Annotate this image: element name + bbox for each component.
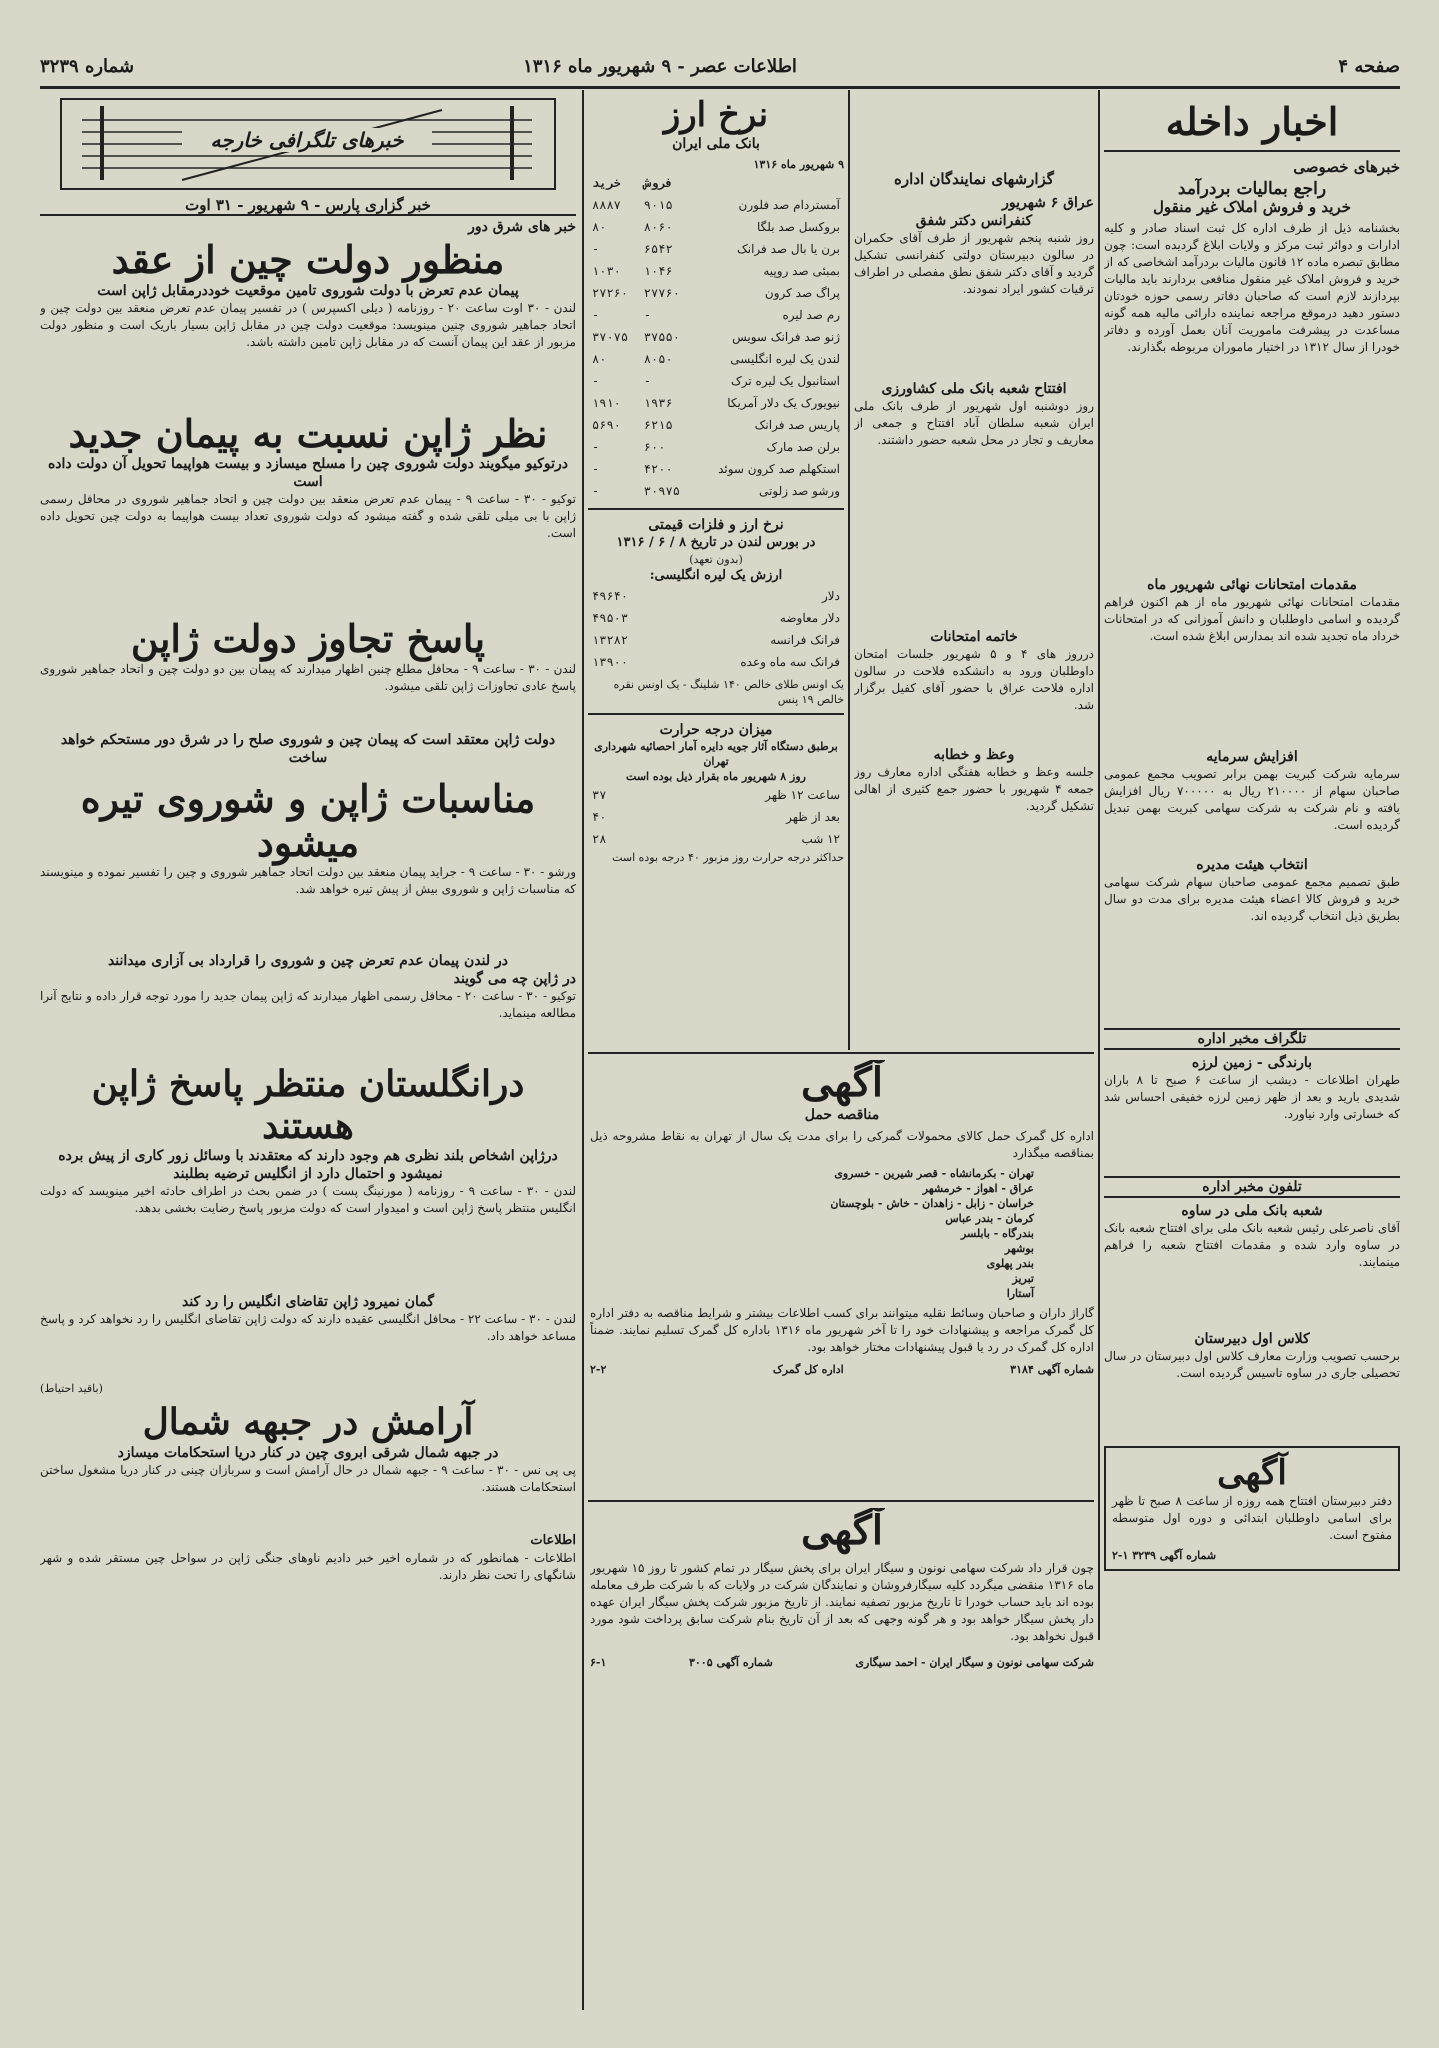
temperature-row: ساعت ۱۲ ظهر ۳۷ [592,788,840,803]
school-article: برحسب تصویب وزارت معارف کلاس اول دبیرستان در سال تحصیلی جاری در ساوه تاسیس گردیده است. [1104,1348,1400,1380]
rate-row: لندن یک لیره انگلیسی ۸۰۵۰ ۸۰ [592,352,840,367]
rate-row: پاریس صد فرانک ۶۲۱۵ ۵۶۹۰ [592,418,840,433]
rate-row: استانبول یک لیره ترک - - [592,374,840,389]
customs-ad-tag: ۲-۲ [590,1363,607,1376]
section-title: اخبار داخله [1165,99,1339,144]
rate-row: رم صد لیره - - [592,308,840,323]
pound-title: ارزش یک لیره انگلیسی: [649,568,783,584]
relations-article-2: توکیو - ۳۰ - ساعت ۲۰ - محافل رسمی اظهار میدارند که ژاپن پیمان جدید را مورد توجه قرار داده و نتایج آنرا مطالعه مینماید. [40,989,576,1021]
column-rule-2 [848,90,850,1050]
school-ad-text: دفتر دبیرستان افتتاح همه روزه از ساعت ۸ صبح تا ظهر برای اسامی داوطلبان ابتدائی و دوره اول متوسطه مفتوح است. [1112,1493,1392,1542]
customs-ad-intro: اداره کل گمرک حمل کالای محمولات گمرکی را برای مدت یک سال از تهران به نقاط مشروحه ذیل بمناقصه میگذارد [590,1129,1094,1160]
reports-column [854,170,1094,970]
masthead-rule [40,86,1400,89]
japan-view-sub: درتوکیو میگویند دولت شوروی چین را مسلح میسازد و بیست هواپیما تحویل آن دولت داده است [47,456,569,491]
foreign-dateline: خبر گزاری پارس - ۹ شهریور - ۳۱ اوت [40,196,576,216]
headline-england: درانگلستان منتظر پاسخ ژاپن هستند [91,1063,525,1147]
special-news-label: خبرهای خصوصی [1293,157,1400,176]
headline-north-front: آرامش در جبهه شمال [142,1401,474,1444]
tobacco-ad-title: آگهی [801,1508,883,1554]
reports-title: گزارشهای نمایندگان اداره [894,170,1054,188]
tobacco-ad-top-rule [588,1500,1094,1502]
sell-header: فروش [643,176,673,191]
headline-relations: مناسبات ژاپن و شوروی تیره میشود [80,776,536,865]
headline-japan-view: نظر ژاپن نسبت به پیمان جدید [68,410,548,456]
rate-row: آمستردام صد فلورن ۹۰۱۵ ۸۸۸۷ [592,198,840,213]
masthead [40,52,1400,84]
customs-ad-signature: اداره کل گمرک [772,1363,844,1376]
tax-headline: راجع بمالیات بردرآمد [1177,178,1327,199]
england-sub: درژاپن اشخاص بلند نظری هم وجود دارند که معتقدند با وسائل زور کاری از پیش برده نمیشود و احتمال دارد از انگلیس ترضیه بطلبند [58,1148,558,1183]
metal-row: دلار معاوضه ۴۹۵۰۳ [592,611,840,626]
route-item: تبریز [1012,1272,1034,1285]
england-sub-2: گمان نمیرود ژاپن تقاضای انگلیس را رد کند [181,1294,435,1311]
school-title: کلاس اول دبیرستان [1194,1330,1310,1347]
exam-end-title: خاتمه امتحانات [930,629,1018,645]
route-item: عراق - اهواز - خرمشهر [922,1182,1034,1195]
capital-title: افزایش سرمایه [1206,748,1298,765]
phone-title: تلفون مخبر اداره [1104,1176,1400,1198]
headline-japan-response: پاسخ تجاوز دولت ژاپن [130,616,486,662]
north-front-sub: در جبهه شمال شرقی ابروی چین در کنار دریا استحکامات میسازد [117,1444,499,1461]
japan-view-article: توکیو - ۳۰ - ساعت ۹ - پیمان عدم تعرض منعقد بین دولت چین و اتحاد جماهیر شوروی در محافل رسمی ژاپن با بی میلی تلقی شده و گفته میشود که دولت شوروی تعداد بیست هواپیما به دولت چین تحویل داده است. [40,492,576,541]
temperature-title: میزان درجه حرارت [659,722,773,739]
customs-ad-title: آگهی [801,1060,883,1106]
china-pact-article: لندن - ۳۰ اوت ساعت ۲۰ - روزنامه ( دیلی اکسپرس ) در تفسیر پیمان عدم تعرض منعقد بین دولت چین و اتحاد جماهیر شوروی چنین مینویسد: موقعیت دولت چین در مقابل ژاپن بسیار باریک است و منظور دولت مزبور از عقد این پیمان آنست که در مقابل ژاپن تامین داشته باشد. [40,300,576,349]
rate-row: نیویورک یک دلار آمریکا ۱۹۳۶ ۱۹۱۰ [592,396,840,411]
rates-column [588,96,844,976]
metals-table [588,585,844,673]
metals-title: نرخ ارز و فلزات قیمتی [648,517,784,534]
relations-article: ورشو - ۳۰ - ساعت ۹ - جراید پیمان منعقد بین دولت اتحاد جماهیر شوروی و چین را تفسیر نموده و مینویسند که مناسبات ژاپن و شوروی بیش از پیش تیره خواهد شد. [40,865,576,897]
foreign-column [40,92,576,1992]
bank-article: آقای ناصرعلی رئیس شعبه بانک ملی برای افتتاح شعبه بانک در ساوه وارد شده و مقدمات افتتاح شعبه را فراهم مینمایند. [1104,1220,1400,1269]
foreign-logo-text: خبرهای تلگرافی خارجه [182,128,432,152]
buy-header: خرید [592,176,621,191]
school-ad-title: آگهی [1217,1452,1287,1493]
branch-title: افتتاح شعبه بانک ملی کشاورزی [881,381,1067,397]
japan-response-article: لندن - ۳۰ - ساعت ۹ - محافل مطلع چنین اظهار میدارند که پیمان بین دو دولت چین و اتحاد جماهیر شوروی پاسخ عادی تجاوزات ژاپن تلقی میشود. [40,662,576,694]
tobacco-ad-text: چون قرار داد شرکت سهامی نونون و سیگار ایران برای پخش سیگار در تمام کشور تا روز ۱۵ شهریور ماه ۱۳۱۶ منقضی میگردد کلیه سیگارفروشان و نمایندگان شرکت در ولایات که با شرکت طرف معامله بوده اند باید حساب خودرا تا تاریخ مزبور تصفیه نمایند. از تاریخ مزبور شرکت پخش سیگار ایران عهده دار پخش سیگار خواهد بود و هر گونه وجهی که بعد از آن تاریخ بنام شرکت سابق پرداخت شود مورد قبول نخواهد بود. [590,1561,1094,1643]
ounce-text: یک اونس طلای خالص ۱۴۰ شلینگ - یک اونس نقره خالص ۱۹ پنس [613,678,844,707]
rates-table [588,172,844,502]
china-pact-sub: پیمان عدم تعرض با دولت شوروی تامین موقعیت خوددرمقابل ژاپن است [97,282,519,299]
eastern-news-label: خبر های شرق دور [468,219,576,235]
tobacco-ad-signature: شرکت سهامی نونون و سیگار ایران - احمد سیگاری [855,1656,1094,1669]
rates-date: ۹ شهریور ماه ۱۳۱۶ [753,158,844,172]
headline-china-pact: منظور دولت چین از عقد [111,237,505,282]
lecture-article: روز شنبه پنجم شهریور از طرف آقای حکمران در سالون دبیرستان دولتی کنفرانسی تشکیل گردید و آقای دکتر شفق نطق مفصلی در اطراف ترقیات کشور ایراد نمودند. [854,231,1094,296]
tax-article: بخشنامه ذیل از طرف اداره کل ثبت اسناد صادر و کلیه ادارات و دوائر ثبت مرکز و ولایات ابلاغ گردیده است: چون مطابق تبصره ماده ۱۲ قانون مالیات بردرآمد اشخاصی که از خرید و فروش املاک غیر منقول منافعی بردارند باید مالیات بپردازند لازم است که صاحبان دفاتر رسمی حوزه خودتان دستور دهید درموقع مراجعه نماینده دارائی مالیه همه گونه مساعدت در پیشرفت ماموریت آنان بعمل آورده و دفاتر خودرا از سال ۱۳۱۲ در اختیار ماموران مربوطه بگذارند. [1104,220,1400,354]
rate-row: ورشو صد زلوتی ۳۰۹۷۵ - [592,484,840,499]
issue-number: شماره ۳۲۳۹ [40,56,135,77]
rate-row: بمبئی صد روپیه ۱۰۴۶ ۱۰۳۰ [592,264,840,279]
rate-row: برلن صد مارک ۶۰۰ - [592,440,840,455]
tobacco-ad-number: شماره آگهی ۳۰۰۵ [688,1656,773,1669]
temperature-subtitle-2: روز ۸ شهریور ماه بقرار ذیل بوده است [626,770,806,784]
school-ad-box [1104,1446,1400,1571]
customs-ad-body: گاراژ داران و صاحبان وسائط نقلیه میتوانند برای کسب اطلاعات بیشتر و شرایط مناقصه به دفتر اداره کل گمرک مراجعه و پیشنهادات خود را تا آخر شهریور ماه ۱۳۱۶ باداره کل گمرک تسلیم نمایند. ضمناً اداره کل گمرک در رد یا قبول پیشنهادات مختار خواهد بود. [590,1306,1094,1354]
route-item: بندرگاه - بابلسر [960,1227,1034,1240]
tobacco-ad [590,1508,1094,1928]
rate-row: برن یا بال صد فرانک ۶۵۴۲ - [592,242,840,257]
temperature-table [588,784,844,850]
route-item: بندر پهلوی [986,1257,1034,1270]
capital-article: سرمایه شرکت کبریت بهمن برابر تصویب مجمع عمومی صاحبان سهام از ۲۱۰۰۰۰ ریال به ۷۰۰۰۰۰ ریال افزایش یافته و نام شرکت به شرکت سهامی کبریت بهمن تبدیل گردیده است. [1104,766,1400,832]
temperature-row: ۱۲ شب ۲۸ [592,832,840,847]
tax-subheadline: خرید و فروش املاک غیر منقول [1153,197,1351,216]
metal-row: فرانک سه ماه وعده ۱۳۹۰۰ [592,655,840,670]
tobacco-ad-tag: ۶-۱ [590,1656,607,1669]
temperature-note: حداکثر درجه حرارت روز مزبور ۴۰ درجه بوده است [612,851,844,865]
rate-row: پراگ صد کرون ۲۷۷۶۰ ۲۷۲۶۰ [592,286,840,301]
sermon-title: وعظ و خطابه [933,747,1015,763]
temperature-subtitle: برطبق دستگاه آثار جویه دایره آمار احصائیه شهرداری تهران [594,740,838,769]
column-rule-1 [1098,90,1100,1640]
customs-ad-subtitle: مناقصه حمل [804,1107,880,1123]
quake-article: طهران اطلاعات - دیشب از ساعت ۶ صبح تا ۸ باران شدیدی بارید و بعد از ظهر زمین لرزه خفیفی احساس شد که خسارتی وارد نیاورد. [1104,1072,1400,1121]
board-title: انتخاب هیئت مدیره [1196,856,1308,873]
info-article: اطلاعات - همانطور که در شماره اخیر خبر دادیم ناوهای جنگی ژاپن در سواحل چین مستقر شده و شهر شانگهای را تحت نظر دارند. [40,1550,576,1582]
school-ad-number: شماره آگهی ۳۲۳۹ ۱-۲ [1112,1548,1217,1562]
quake-title: بارندگی - زمین لرزه [1191,1054,1313,1071]
metal-row: دلار ۴۹۶۴۰ [592,589,840,604]
route-item: کرمان - بندر عباس [945,1212,1034,1225]
domestic-column [1104,92,1400,1992]
branch-article: روز دوشنبه اول شهریور از طرف بانک ملی ایران شعبه سلطان آباد افتتاح و جمعی از معاریف و تجار در محل شعبه حضور داشتند. [854,399,1094,447]
temperature-row: بعد از ظهر ۴۰ [592,810,840,825]
metal-row: فرانک فرانسه ۱۳۲۸۲ [592,633,840,648]
rate-row: استکهلم صد کرون سوئد ۴۲۰۰ - [592,462,840,477]
bank-title: شعبه بانک ملی در ساوه [1181,1202,1323,1219]
board-article: طبق تصمیم مجمع عمومی صاحبان سهام شرکت سهامی خرید و فروش کالا اعضاء هیئت مدیره برای مدت دو سال بطریق ذیل انتخاب گردیده اند. [1104,874,1400,923]
rates-header [588,172,844,194]
paper-date: اطلاعات عصر - ۹ شهریور ماه ۱۳۱۶ [523,56,797,77]
iraq-dateline: عراق ۶ شهریور [1002,195,1094,211]
customs-ad-number: شماره آگهی ۳۱۸۴ [1010,1363,1094,1376]
relations-sub-2: در ژاپن چه می گویند [453,971,576,988]
exam-end-article: درروز های ۴ و ۵ شهریور جلسات امتحان داوطلبان ورود به دانشکده فلاحت در سالون اداره فلاحت عراق با حضور آقای کفیل برگزار شد. [854,647,1094,712]
rates-title: نرخ ارز [663,96,769,135]
england-article-2: لندن - ۳۰ - ساعت ۲۲ - محافل انگلیسی عقیده دارند که دولت ژاپن تقاضای انگلیس را رد نخواهد کرد و پاسخ مساعد خواهد داد. [40,1312,576,1344]
rate-row: ژنو صد فرانک سویس ۳۷۵۵۰ ۳۷۰۷۵ [592,330,840,345]
england-article: لندن - ۳۰ - ساعت ۹ - روزنامه ( مورنینگ پست ) در ضمن بحث در اطراف حادثه اخیر مینویسد که دولت انگلیس منتظر پاسخ ژاپن است و امیدوار است که دولت مزبور پاسخ رضایت بخشی بدهد. [40,1184,576,1216]
customs-ad-top-rule [588,1052,1094,1054]
japan-response-sub: دولت ژاپن معتقد است که پیمان چین و شوروی صلح را در شرق دور مستحکم خواهد ساخت [60,732,556,767]
route-item: تهران - بکرمانشاه - قصر شیرین - خسروی [834,1167,1034,1180]
route-item: بوشهر [1004,1242,1034,1255]
relations-sub: در لندن پیمان عدم تعرض چین و شوروی را قرارداد بی آزاری میدانند [107,953,509,970]
route-item: آستارا [1006,1287,1034,1300]
lecture-title: کنفرانس دکتر شفق [915,213,1033,229]
column-rule-3 [582,90,584,2010]
page-label: صفحه ۴ [1338,56,1400,77]
customs-ad [590,1060,1094,1490]
exam-title: مقدمات امتحانات نهائی شهریور ماه [1147,576,1357,593]
info-title: اطلاعات [530,1532,576,1548]
rate-row: بروکسل صد بلگا ۸۰۶۰ ۸۰ [592,220,840,235]
sermon-article: جلسه وعظ و خطابه هفتگی اداره معارف روز جمعه ۴ شهریور با حضور جمع کثیری از اهالی تشکیل گردید. [854,765,1094,813]
rates-bank: بانک ملی ایران [672,136,760,153]
caution-note: (باقید احتیاط) [40,1382,103,1396]
foreign-logo [60,98,556,190]
metals-subtitle: در بورس لندن در تاریخ ۸ / ۶ / ۱۳۱۶ [616,535,816,551]
north-front-article: پی پی نس - ۳۰ - ساعت ۹ - جبهه شمال در حال آرامش است و سربازان چینی در کنار دریا مشغول ساختن استحکامات هستند. [40,1462,576,1494]
metals-note: (بدون تعهد) [689,553,743,567]
route-item: خراسان - زابل - زاهدان - خاش - بلوچستان [830,1197,1034,1210]
telegraph-title: تلگراف مخبر اداره [1104,1028,1400,1050]
route-list [650,1166,1034,1301]
exam-article: مقدمات امتحانات نهائی شهریور ماه از هم اکنون فراهم گردیده و اسامی داوطلبان و دانش آموزانی که در امتحانات خرداد ماه تجدید شده اند بمدارس ابلاغ شده است. [1104,594,1400,643]
